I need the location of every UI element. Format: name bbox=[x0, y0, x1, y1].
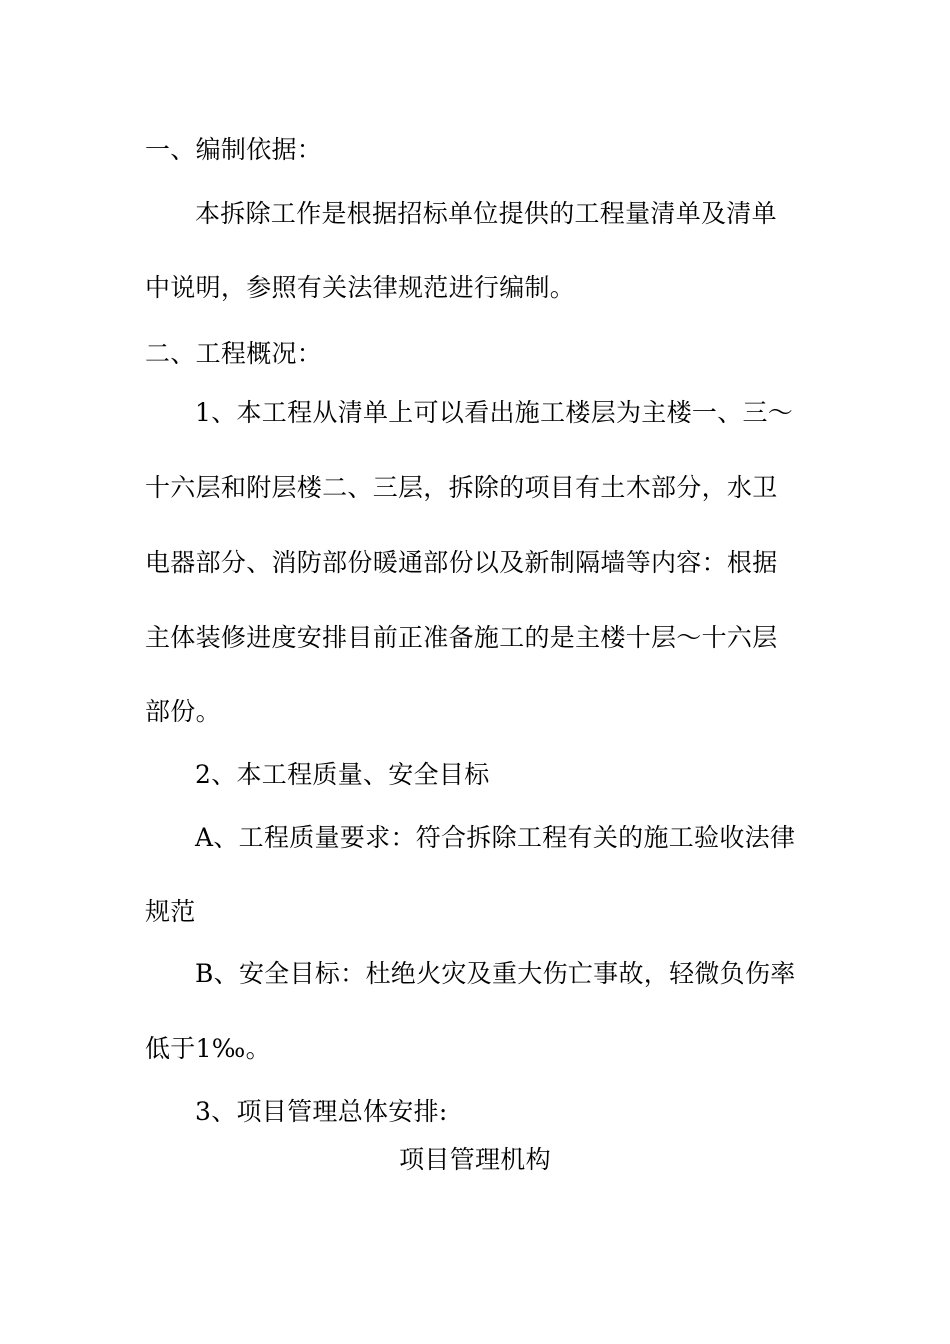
overview-paragraph-line-4: 主体装修进度安排目前正准备施工的是主楼十层～十六层 bbox=[145, 623, 778, 652]
overview-paragraph-line-5: 部份。 bbox=[145, 697, 221, 726]
overview-paragraph-line-3: 电器部分、消防部份暖通部份以及新制隔墙等内容：根据 bbox=[145, 548, 778, 577]
org-structure-title: 项目管理机构 bbox=[399, 1145, 551, 1174]
item-b-line-2: 低于1‰。 bbox=[145, 1034, 271, 1063]
overview-paragraph-line-2: 十六层和附层楼二、三层，拆除的项目有土木部分，水卫 bbox=[145, 473, 778, 502]
item-b-line-1: B、安全目标：杜绝火灾及重大伤亡事故，轻微负伤率 bbox=[195, 959, 796, 988]
item-3-title: 3、项目管理总体安排: bbox=[195, 1097, 448, 1126]
basis-paragraph-line-2: 中说明，参照有关法律规范进行编制。 bbox=[145, 273, 576, 302]
basis-paragraph-line-1: 本拆除工作是根据招标单位提供的工程量清单及清单 bbox=[195, 199, 777, 228]
item-a-line-2: 规范 bbox=[145, 897, 196, 926]
heading-compilation-basis: 一、编制依据： bbox=[145, 135, 323, 164]
item-2-title: 2、本工程质量、安全目标 bbox=[195, 760, 490, 789]
item-a-line-1: A、工程质量要求：符合拆除工程有关的施工验收法律 bbox=[195, 823, 796, 852]
overview-paragraph-line-1: 1、本工程从清单上可以看出施工楼层为主楼一、三～ bbox=[195, 398, 794, 427]
heading-project-overview: 二、工程概况： bbox=[145, 339, 323, 368]
